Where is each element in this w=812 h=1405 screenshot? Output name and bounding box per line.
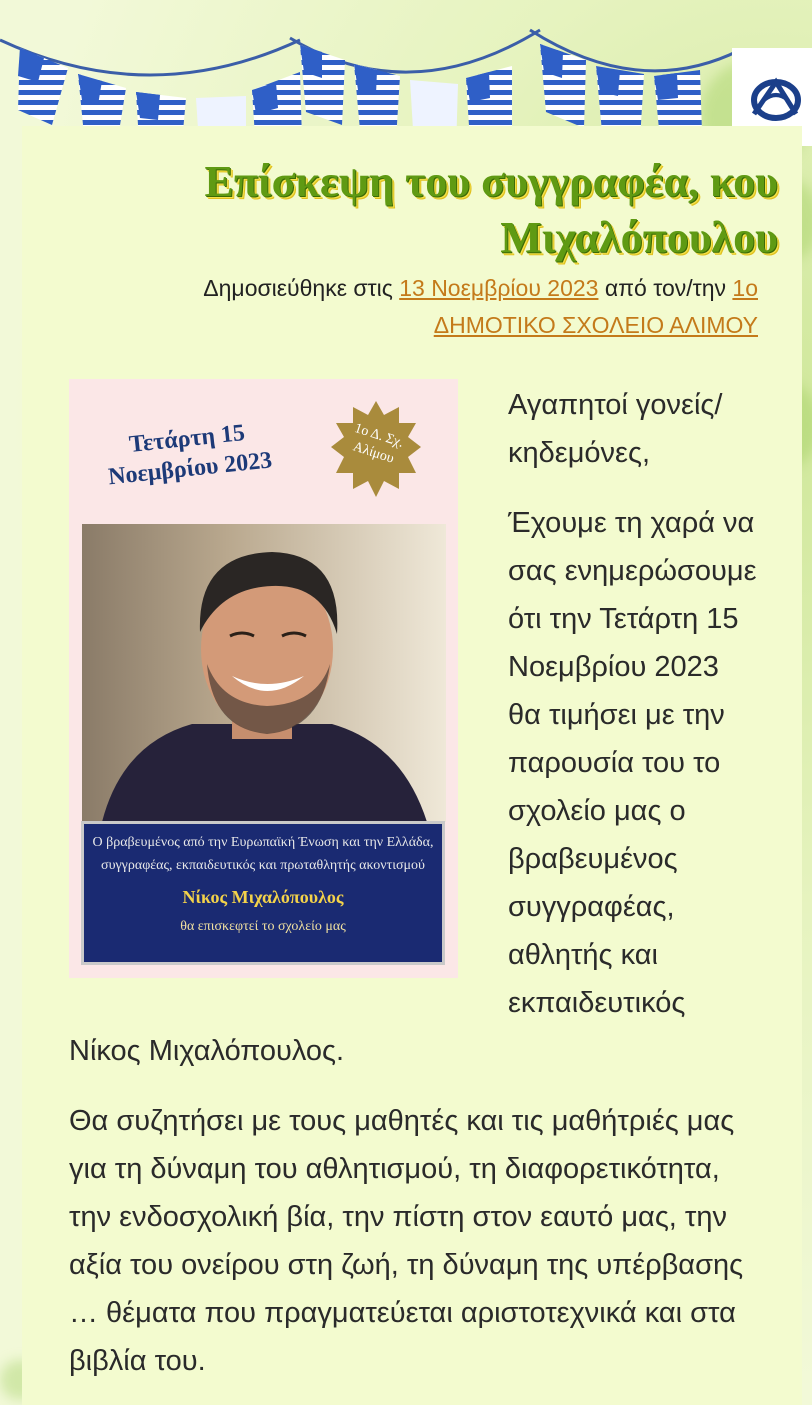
paragraph-topics: Θα συζητήσει με τους μαθητές και τις μαθήτριές μας για τη δύναμη του αθλητισμού, τη διαφορετικότητα, την ενδοσχολική βία, την πίστη στον εαυτό μας, την αξία του ονείρου στη ζωή, τη δύναμη της υπέρβασης … θέματα που πραγματεύεται αριστοτεχνικά και στα βιβλία του. — [69, 1105, 744, 1377]
paragraph-announcement: Έχουμε τη χαρά να σας ενημερώσουμε ότι την Τετάρτη 15 Νοεμβρίου 2023 θα τιμήσει με την παρουσία του το σχολείο μας ο βραβευμένος συγγραφέας, αθλητής και εκπαιδευτικός Νίκος Μιχαλόπουλος. — [69, 507, 757, 1067]
post-author-link[interactable]: 1ο ΔΗΜΟΤΙΚΟ ΣΧΟΛΕΙΟ ΑΛΙΜΟΥ — [433, 275, 758, 338]
meta-prefix: Δημοσιεύθηκε στις — [203, 275, 400, 301]
post-body — [69, 381, 759, 1405]
poster-banner-text: Ο βραβευμένος από την Ευρωπαϊκή Ένωση και την Ελλάδα, συγγραφέας, εκπαιδευτικός και πρωταθλητής ακοντισμού — [92, 835, 434, 873]
post-date-link[interactable]: 13 Νοεμβρίου 2023 — [399, 275, 599, 301]
poster-date: Τετάρτη 15 Νοεμβρίου 2023 — [106, 419, 274, 491]
post-content — [22, 126, 802, 1405]
school-logo-icon — [746, 70, 802, 126]
poster-banner-name: Νίκος Μιχαλόπουλος — [182, 887, 344, 907]
poster-banner-visit: θα επισκεφτεί το σχολείο μας — [180, 919, 346, 934]
meta-middle: από τον/την — [598, 275, 733, 301]
post-meta — [118, 270, 758, 344]
post-title: Επίσκεψη του συγγραφέα, κου Μιχαλόπουλου — [204, 157, 778, 262]
poster-seal-text: 1ο Δ. Σχ. Αλίμου — [351, 421, 406, 467]
paragraph-greeting: Αγαπητοί γονείς/κηδεμόνες, — [508, 389, 723, 469]
